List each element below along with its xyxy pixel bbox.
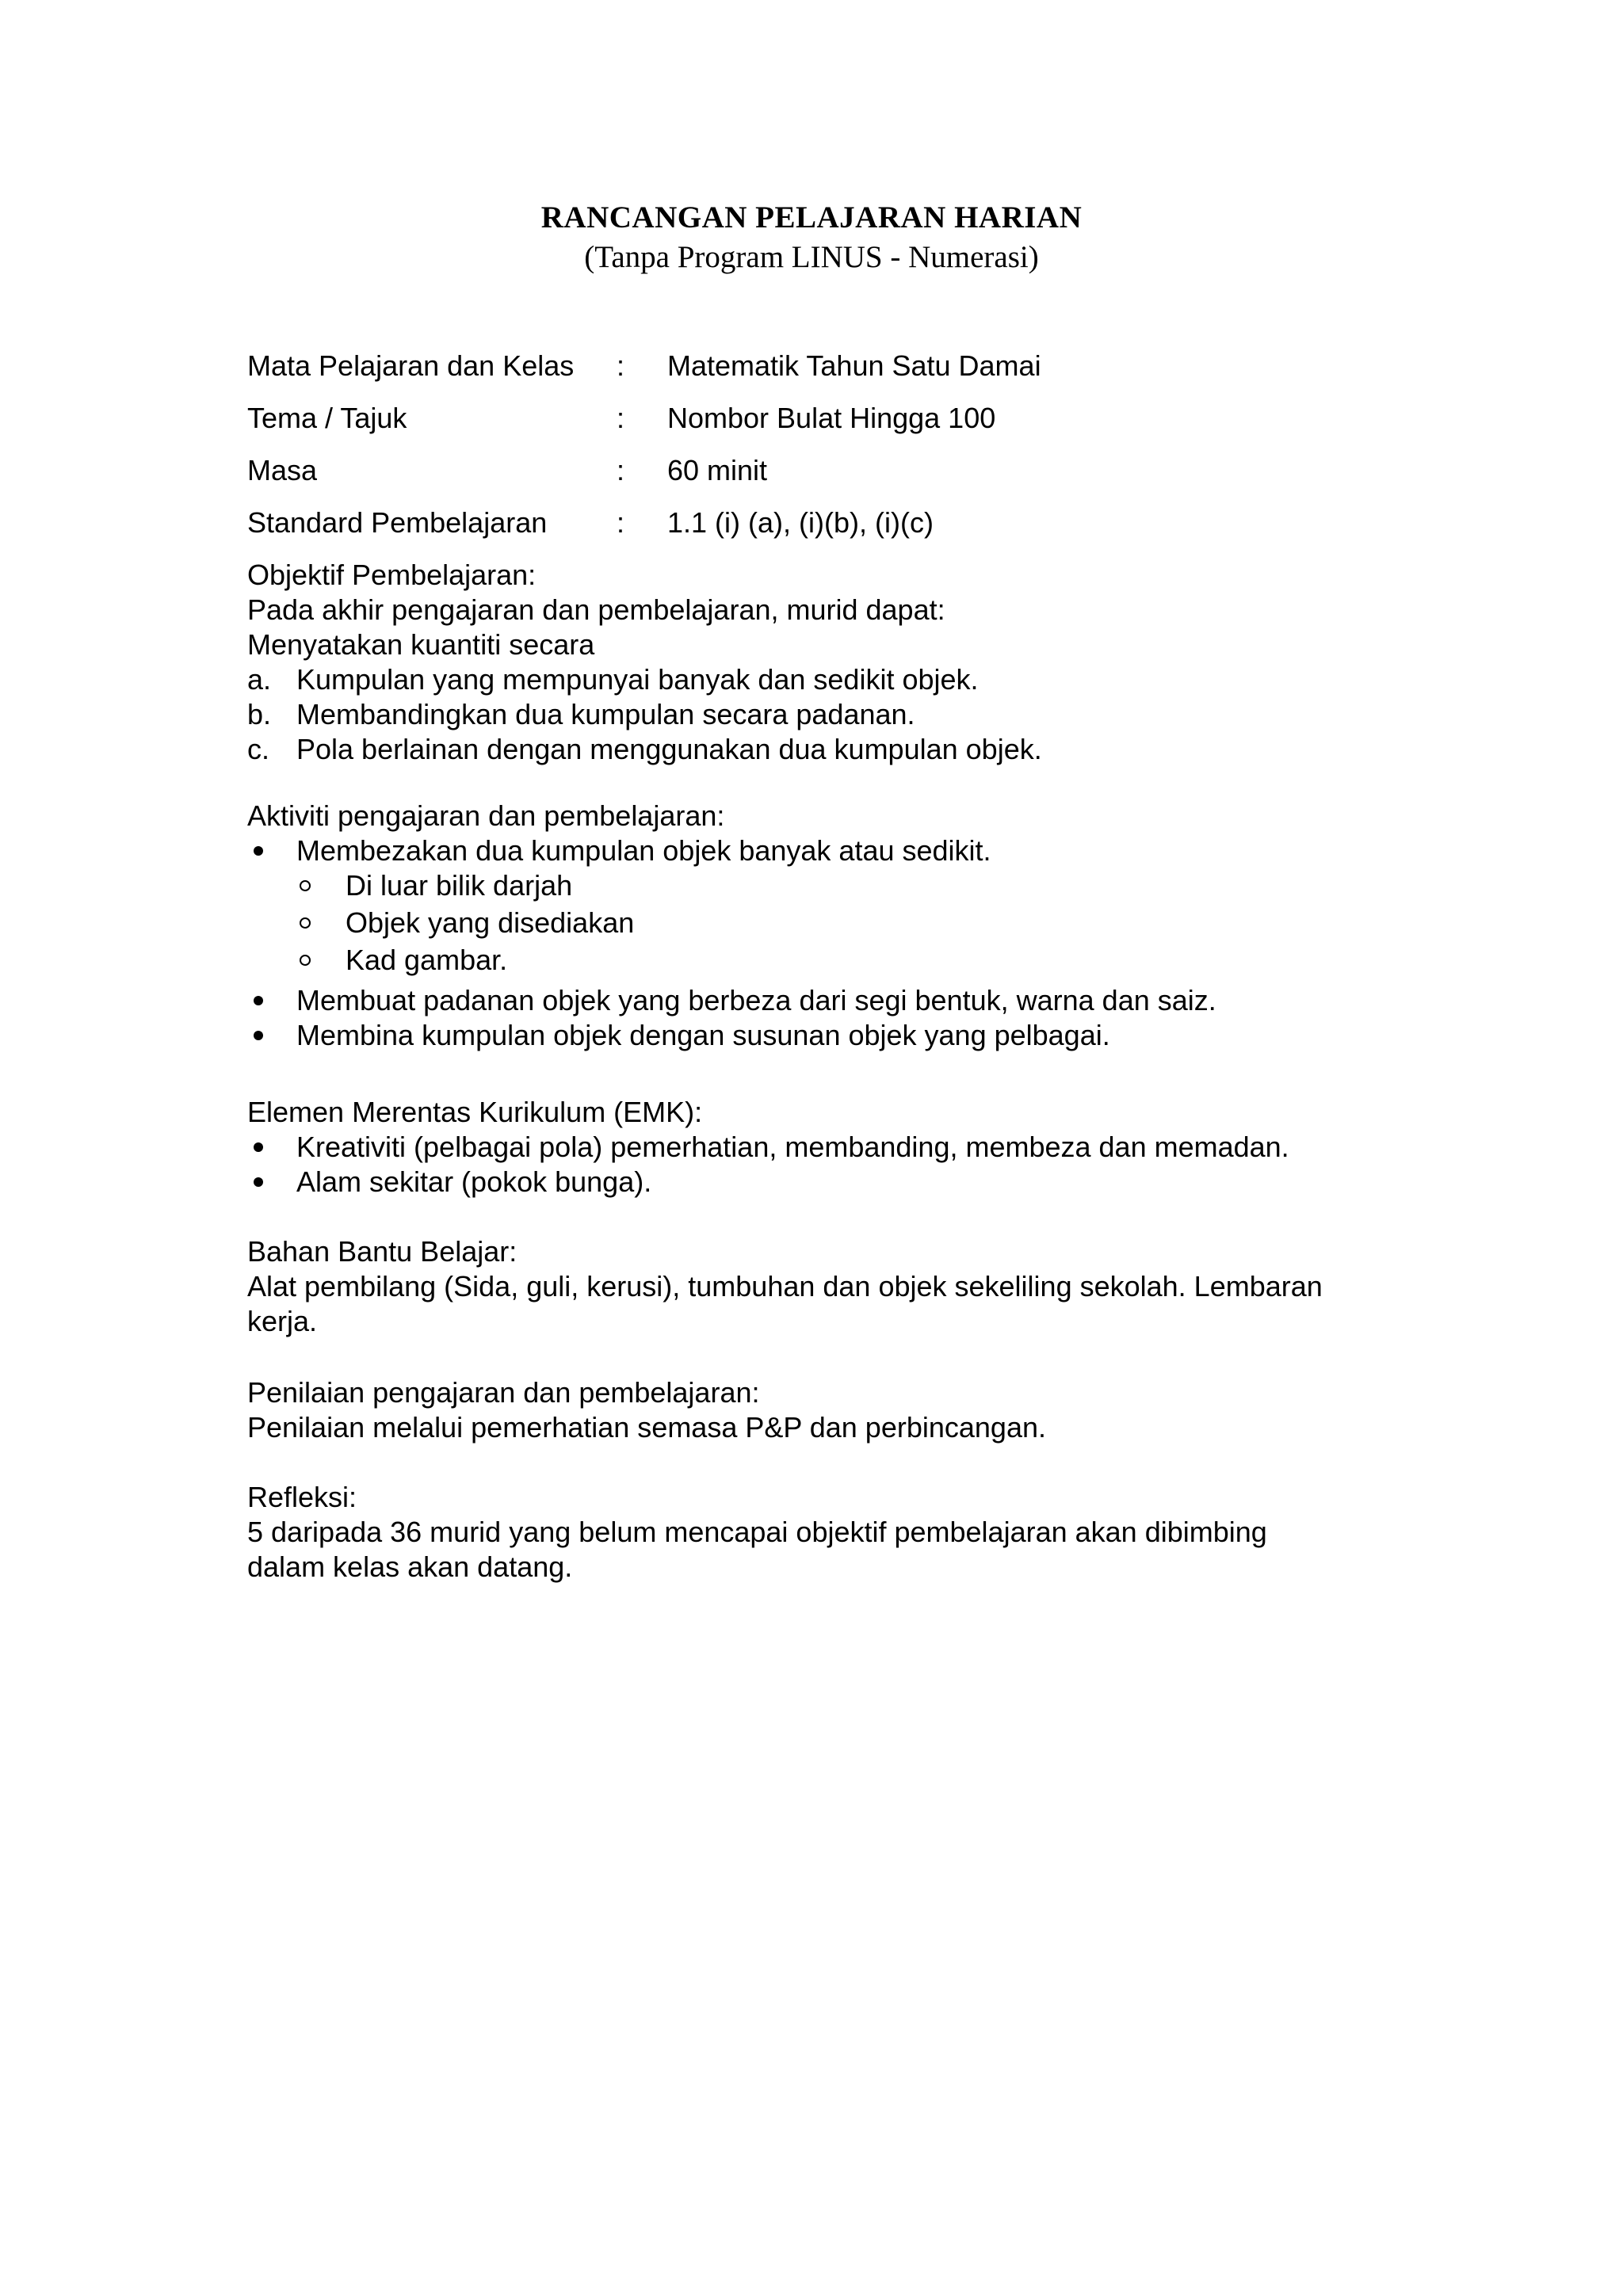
info-row-theme xyxy=(247,401,1404,436)
info-label: Mata Pelajaran dan Kelas xyxy=(247,349,575,382)
document-subtitle: (Tanpa Program LINUS - Numerasi) xyxy=(584,240,1039,274)
info-label: Standard Pembelajaran xyxy=(247,506,548,539)
bullet-item-text: Membuat padanan objek yang berbeza dari segi bentuk, warna dan saiz. xyxy=(296,984,1216,1016)
objectives-section xyxy=(247,558,1404,767)
emk-heading: Elemen Merentas Kurikulum (EMK): xyxy=(247,1096,703,1128)
assessment-heading: Penilaian pengajaran dan pembelajaran: xyxy=(247,1376,760,1409)
bullet-item xyxy=(247,1165,1404,1199)
sub-bullet-item xyxy=(247,868,1404,906)
circle-bullet-icon xyxy=(300,880,311,891)
info-value: Matematik Tahun Satu Damai xyxy=(667,349,1041,382)
reflection-section xyxy=(247,1480,1404,1585)
bullet-item xyxy=(247,980,1404,1018)
info-colon: : xyxy=(617,506,625,539)
bullet-icon xyxy=(254,1177,263,1187)
info-value: Nombor Bulat Hingga 100 xyxy=(667,402,996,434)
info-label: Tema / Tajuk xyxy=(247,402,407,434)
objectives-lead: Menyatakan kuantiti secara xyxy=(247,628,595,661)
materials-text: kerja. xyxy=(247,1305,318,1337)
list-item xyxy=(247,662,1404,697)
bullet-item-text: Kreativiti (pelbagai pola) pemerhatian, membanding, membeza dan memadan. xyxy=(296,1131,1289,1163)
info-colon: : xyxy=(617,349,625,382)
info-row-subject xyxy=(247,349,1404,383)
bullet-item-text: Membezakan dua kumpulan objek banyak atau sedikit. xyxy=(296,834,991,867)
sub-bullet-item xyxy=(247,906,1404,943)
info-row-time xyxy=(247,453,1404,488)
info-label: Masa xyxy=(247,454,318,486)
sub-bullet-text: Objek yang disediakan xyxy=(346,906,635,939)
activities-section xyxy=(247,799,1404,1053)
assessment-section xyxy=(247,1375,1404,1445)
activities-heading: Aktiviti pengajaran dan pembelajaran: xyxy=(247,799,725,832)
sub-bullet-text: Di luar bilik darjah xyxy=(346,869,573,902)
reflection-heading: Refleksi: xyxy=(247,1481,357,1513)
list-item-text: Membandingkan dua kumpulan secara padanan. xyxy=(296,698,915,730)
list-item xyxy=(247,697,1404,732)
reflection-text: 5 daripada 36 murid yang belum mencapai objektif pembelajaran akan dibimbing xyxy=(247,1516,1267,1548)
bullet-icon xyxy=(254,846,263,856)
bullet-item xyxy=(247,1018,1404,1053)
list-item xyxy=(247,732,1404,767)
assessment-text: Penilaian melalui pemerhatian semasa P&P dan perbincangan. xyxy=(247,1411,1046,1444)
objectives-intro: Pada akhir pengajaran dan pembelajaran, murid dapat: xyxy=(247,593,945,626)
list-item-text: Pola berlainan dengan menggunakan dua kumpulan objek. xyxy=(296,733,1042,765)
bullet-icon xyxy=(254,1142,263,1152)
sub-bullet-text: Kad gambar. xyxy=(346,944,508,976)
bullet-item xyxy=(247,1130,1404,1165)
info-colon: : xyxy=(617,402,625,434)
list-item-text: Kumpulan yang mempunyai banyak dan sedikit objek. xyxy=(296,663,979,696)
objectives-heading: Objektif Pembelajaran: xyxy=(247,559,537,591)
bullet-item-text: Alam sekitar (pokok bunga). xyxy=(296,1165,652,1198)
info-row-standard xyxy=(247,505,1404,540)
materials-heading: Bahan Bantu Belajar: xyxy=(247,1235,517,1268)
bullet-item-text: Membina kumpulan objek dengan susunan objek yang pelbagai. xyxy=(296,1019,1110,1051)
list-marker: a. xyxy=(247,663,272,696)
sub-bullet-item xyxy=(247,943,1404,980)
bullet-icon xyxy=(254,1031,263,1040)
circle-bullet-icon xyxy=(300,917,311,929)
bullet-icon xyxy=(254,996,263,1005)
info-colon: : xyxy=(617,454,625,486)
materials-section xyxy=(247,1234,1404,1339)
emk-section xyxy=(247,1095,1404,1199)
circle-bullet-icon xyxy=(300,955,311,966)
document-title: RANCANGAN PELAJARAN HARIAN xyxy=(540,200,1083,235)
materials-text: Alat pembilang (Sida, guli, kerusi), tumbuhan dan objek sekeliling sekolah. Lembaran xyxy=(247,1270,1323,1302)
info-value: 1.1 (i) (a), (i)(b), (i)(c) xyxy=(667,506,934,539)
document-header xyxy=(0,198,1623,277)
reflection-text: dalam kelas akan datang. xyxy=(247,1550,573,1583)
list-marker: b. xyxy=(247,698,272,730)
bullet-item xyxy=(247,833,1404,868)
list-marker: c. xyxy=(247,733,270,765)
info-value: 60 minit xyxy=(667,454,768,486)
